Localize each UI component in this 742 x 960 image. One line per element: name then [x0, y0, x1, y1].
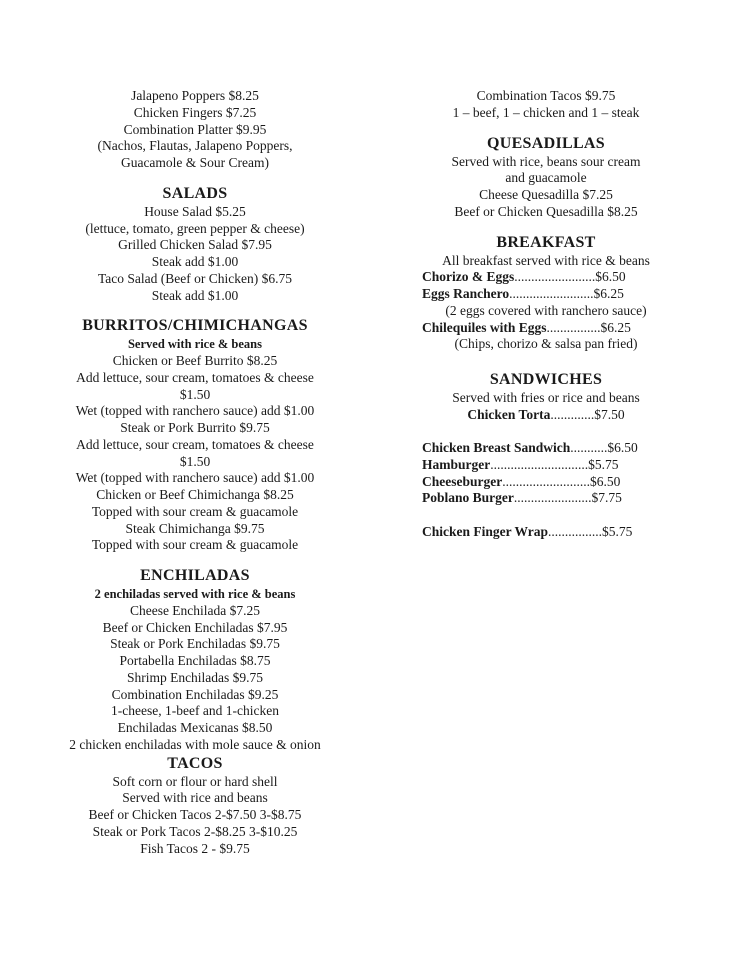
menu-line: Cheese Quesadilla $7.25 [479, 187, 613, 202]
menu-item [412, 269, 680, 286]
item-name: Chicken Torta [467, 406, 551, 422]
menu-line: Steak or Pork Burrito $9.75 [120, 420, 270, 435]
menu-line: Wet (topped with ranchero sauce) add $1.00 [75, 470, 315, 486]
item-price: .............$7.50 [550, 406, 625, 422]
item-name: Chicken Breast Sandwich [422, 440, 571, 455]
menu-line: 1-cheese, 1-beef and 1-chicken [111, 703, 279, 719]
menu-line: Beef or Chicken Tacos 2-$7.50 3-$8.75 [88, 807, 302, 822]
section-title: SALADS [162, 184, 228, 202]
menu-line: $1.50 [179, 386, 211, 402]
menu-line: Add lettuce, sour cream, tomatoes & cheese [76, 369, 314, 385]
menu-line: Topped with sour cream & guacamole [91, 537, 299, 553]
breakfast-section [412, 233, 680, 354]
menu-line: Combination Tacos $9.75 [476, 88, 616, 103]
menu-line: Fish Tacos 2 - $9.75 [140, 840, 250, 856]
menu-line: Steak add $1.00 [151, 287, 239, 303]
menu-line: Chicken or Beef Chimichanga $8.25 [96, 487, 294, 502]
tacos-section [40, 754, 350, 858]
item-price: ................$5.75 [548, 523, 633, 539]
menu-line: Cheese Enchilada $7.25 [129, 602, 261, 618]
salads-section [40, 184, 350, 305]
item-price: ...........$6.50 [570, 440, 638, 455]
sandwiches-section [412, 370, 680, 541]
menu-line: 2 chicken enchiladas with mole sauce & onion [69, 736, 321, 752]
item-price: ................$6.25 [546, 319, 631, 335]
enchiladas-section [40, 566, 350, 754]
menu-item [412, 457, 680, 474]
item-name: Hamburger [422, 456, 491, 472]
menu-line: Portabella Enchiladas $8.75 [119, 653, 271, 668]
menu-line: Wet (topped with ranchero sauce) add $1.00 [75, 403, 315, 419]
menu-line: Combination Enchiladas $9.25 [111, 686, 279, 702]
menu-line: Combination Platter $9.95 [123, 121, 267, 137]
menu-line: (2 eggs covered with ranchero sauce) [445, 302, 647, 318]
combination-tacos [412, 88, 680, 122]
menu-item [412, 524, 680, 541]
menu-line: Beef or Chicken Quesadilla $8.25 [454, 203, 638, 219]
menu-item [412, 407, 680, 424]
item-name: Eggs Ranchero [422, 286, 510, 301]
item-name: Chilequiles with Eggs [422, 319, 547, 335]
section-title: TACOS [167, 754, 223, 772]
menu-left-column [40, 88, 350, 857]
section-title: SANDWICHES [489, 370, 603, 388]
menu-line: Served with rice, beans sour cream [451, 153, 641, 169]
menu-line: Chicken Fingers $7.25 [133, 104, 257, 120]
menu-line: Served with rice and beans [122, 790, 268, 806]
menu-line: Grilled Chicken Salad $7.95 [118, 237, 272, 253]
section-subtitle: 2 enchiladas served with rice & beans [94, 587, 296, 601]
menu-item [412, 320, 680, 337]
item-name: Chicken Finger Wrap [422, 523, 549, 539]
menu-line: Steak Chimichanga $9.75 [125, 520, 265, 536]
section-title: BREAKFAST [496, 233, 596, 251]
menu-line: (Nachos, Flautas, Jalapeno Poppers, [97, 138, 293, 154]
section-title: ENCHILADAS [140, 567, 250, 584]
menu-line: Steak add $1.00 [151, 254, 239, 269]
menu-line: All breakfast served with rice & beans [442, 252, 650, 268]
section-subtitle: Served with rice & beans [127, 337, 262, 352]
item-price: .........................$6.25 [509, 286, 624, 301]
menu-item [412, 286, 680, 303]
menu-line: and guacamole [505, 170, 587, 186]
item-name: Poblano Burger [422, 490, 514, 506]
item-name: Cheeseburger [422, 473, 503, 489]
menu-line: Shrimp Enchiladas $9.75 [126, 669, 264, 685]
menu-line: Taco Salad (Beef or Chicken) $6.75 [98, 270, 292, 286]
menu-line: (lettuce, tomato, green pepper & cheese) [85, 220, 305, 236]
menu-line: Steak or Pork Tacos 2-$8.25 3-$10.25 [92, 823, 298, 839]
menu-line: (Chips, chorizo & salsa pan fried) [454, 336, 638, 352]
menu-line: Served with fries or rice and beans [452, 389, 640, 405]
menu-line: House Salad $5.25 [144, 203, 246, 219]
item-price: ........................$6.50 [514, 269, 626, 285]
item-price: ..........................$6.50 [502, 473, 621, 489]
menu-line: Soft corn or flour or hard shell [112, 773, 278, 789]
quesadillas-section [412, 134, 680, 221]
menu-right-column [412, 88, 680, 541]
menu-line: Steak or Pork Enchiladas $9.75 [110, 636, 280, 652]
burritos-section [40, 316, 350, 554]
menu-line: Beef or Chicken Enchiladas $7.95 [102, 619, 288, 635]
item-price: .............................$5.75 [490, 456, 619, 472]
menu-line: Topped with sour cream & guacamole [91, 503, 299, 519]
menu-line: $1.50 [179, 453, 211, 469]
item-price: .......................$7.75 [513, 490, 622, 506]
section-title: BURRITOS/CHIMICHANGAS [82, 317, 308, 335]
menu-item [412, 440, 680, 457]
section-title: QUESADILLAS [486, 134, 605, 152]
menu-line: Add lettuce, sour cream, tomatoes & cheese [76, 436, 314, 452]
appetizers-section [40, 88, 350, 172]
menu-line: Enchiladas Mexicanas $8.50 [117, 720, 273, 735]
menu-line: Chicken or Beef Burrito $8.25 [112, 353, 278, 368]
menu-line: Jalapeno Poppers $8.25 [131, 88, 259, 103]
menu-line: 1 – beef, 1 – chicken and 1 – steak [452, 104, 640, 120]
menu-item [412, 490, 680, 507]
menu-item [412, 474, 680, 491]
item-name: Chorizo & Eggs [422, 269, 515, 285]
menu-line: Guacamole & Sour Cream) [120, 155, 270, 170]
